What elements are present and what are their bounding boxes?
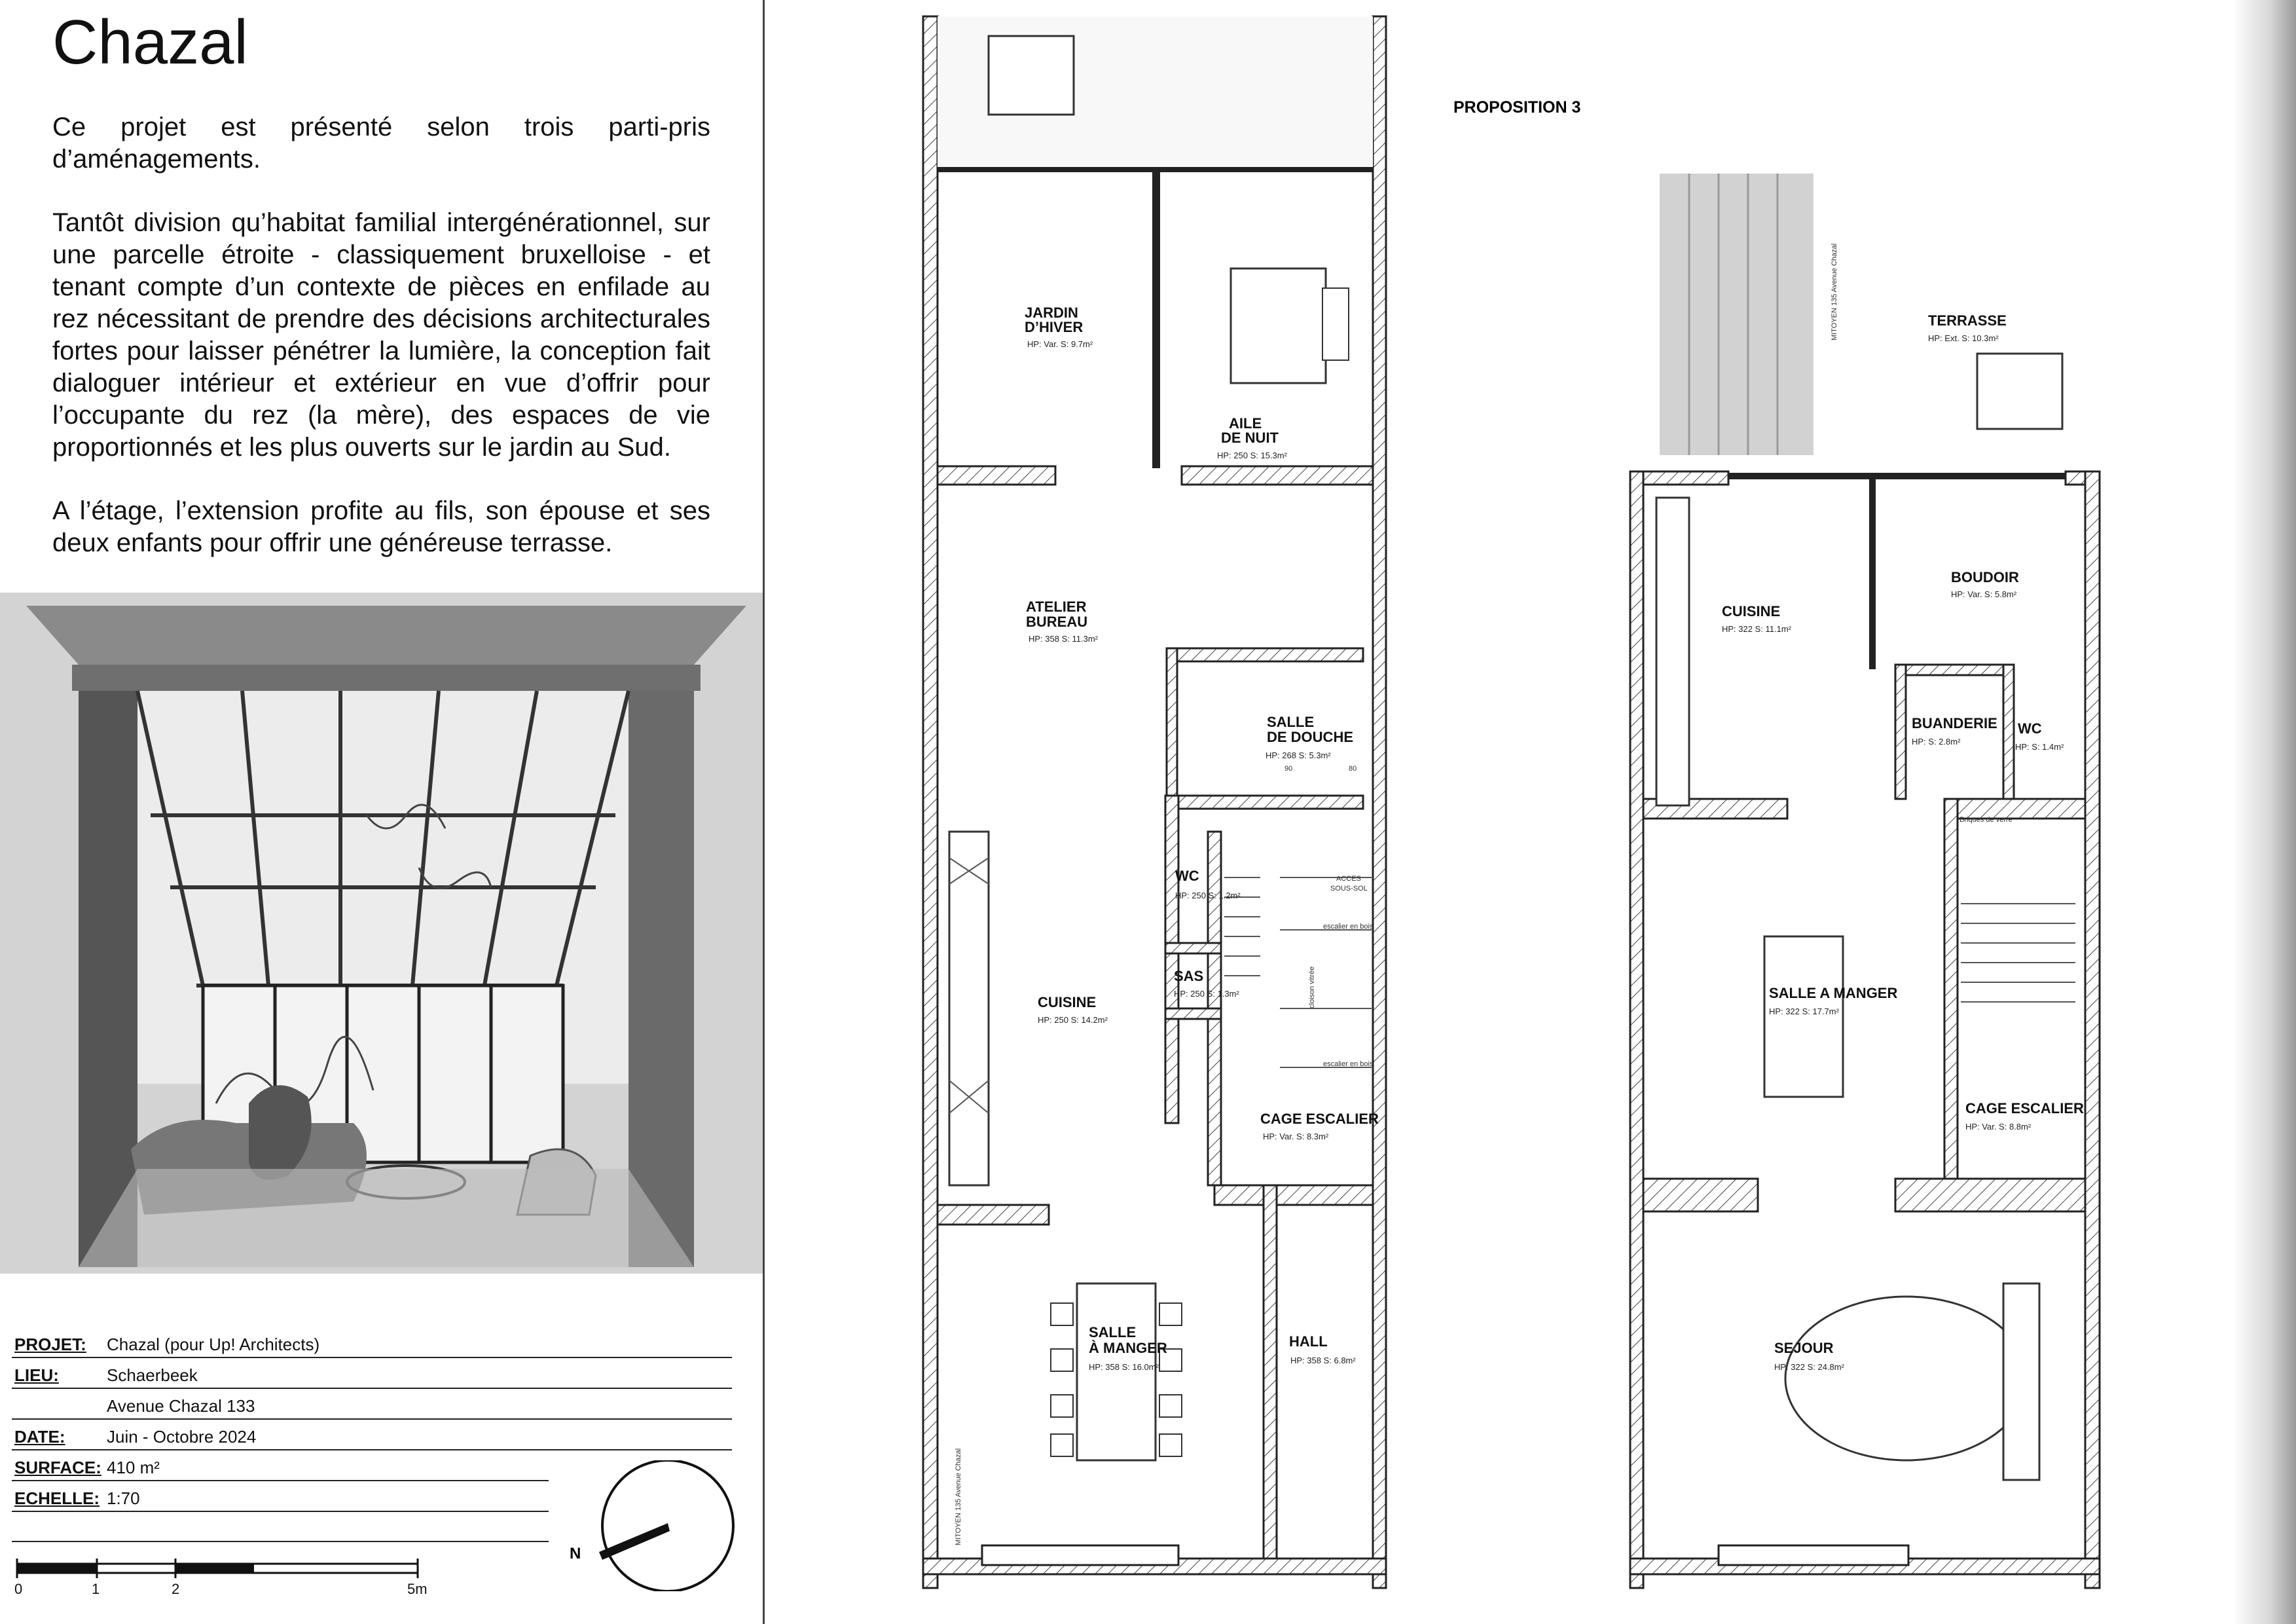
- info-row-address: [12, 1391, 732, 1420]
- room-hall: [1289, 1333, 1356, 1365]
- svg-text:HP: 268 S: 5.3m²: HP: 268 S: 5.3m²: [1266, 750, 1331, 760]
- floor-plans: [763, 0, 2232, 1624]
- svg-text:SAS: SAS: [1174, 968, 1204, 984]
- echelle-value: 1:70: [107, 1488, 140, 1508]
- room-aile-nuit: [1217, 415, 1288, 460]
- svg-text:HP: Var. S: 8.3m²: HP: Var. S: 8.3m²: [1263, 1132, 1329, 1141]
- svg-text:SALLE: SALLE: [1267, 714, 1315, 730]
- svg-text:HP: 322 S: 17.7m²: HP: 322 S: 17.7m²: [1769, 1006, 1839, 1016]
- note-escalier-bois-1: escalier en bois: [1323, 923, 1374, 931]
- svg-text:CAGE ESCALIER: CAGE ESCALIER: [1965, 1100, 2084, 1116]
- svg-text:SEJOUR: SEJOUR: [1774, 1340, 1834, 1356]
- surface-value: 410 m²: [107, 1458, 160, 1477]
- north-label: N: [570, 1545, 581, 1562]
- svg-text:AILE: AILE: [1229, 415, 1262, 432]
- info-row-surface: [12, 1452, 549, 1481]
- scale-bar: [12, 1559, 431, 1598]
- svg-text:SALLE A MANGER: SALLE A MANGER: [1769, 985, 1898, 1001]
- svg-text:CUISINE: CUISINE: [1038, 994, 1097, 1010]
- room-jardin-hiver: [1025, 304, 1093, 349]
- svg-text:CUISINE: CUISINE: [1722, 603, 1781, 619]
- svg-text:HP: Var. S: 9.7m²: HP: Var. S: 9.7m²: [1027, 339, 1093, 349]
- svg-text:JARDIN: JARDIN: [1025, 304, 1078, 321]
- svg-text:SALLE: SALLE: [1089, 1324, 1137, 1340]
- note-mitoyen-ground: MITOYEN 135 Avenue Chazal: [955, 1448, 962, 1545]
- intro-paragraph-1: Ce projet est présenté selon trois parti-pris d’aménagements.: [52, 113, 710, 174]
- svg-text:HP: Ext. S: 10.3m²: HP: Ext. S: 10.3m²: [1928, 333, 1999, 343]
- room-boudoir: [1951, 569, 2019, 599]
- svg-text:HP: 358 S: 11.3m²: HP: 358 S: 11.3m²: [1029, 634, 1098, 644]
- address-value: Avenue Chazal 133: [107, 1396, 255, 1416]
- date-label: DATE:: [14, 1427, 65, 1447]
- room-cage-escalier: [1260, 1111, 1379, 1141]
- room-salle-manger-upper: [1769, 985, 1897, 1016]
- info-row-date: [12, 1422, 732, 1450]
- page-edge-shadow: [2232, 0, 2296, 1624]
- svg-text:CAGE ESCALIER: CAGE ESCALIER: [1260, 1111, 1379, 1127]
- scale-label-1: 1: [92, 1581, 100, 1597]
- room-atelier-bureau: [1026, 599, 1099, 644]
- svg-text:DE DOUCHE: DE DOUCHE: [1267, 729, 1354, 745]
- info-row-lieu: [12, 1360, 732, 1389]
- info-row-projet: [12, 1329, 732, 1358]
- svg-text:TERRASSE: TERRASSE: [1928, 312, 2007, 329]
- svg-text:HP: 358 S: 6.8m²: HP: 358 S: 6.8m²: [1290, 1356, 1356, 1365]
- svg-text:WC: WC: [1175, 868, 1199, 884]
- upper-floor-plan: [1453, 98, 2100, 1588]
- date-value: Juin - Octobre 2024: [107, 1427, 257, 1447]
- note-cloison: cloison vitrée: [1308, 966, 1316, 1008]
- svg-text:HP: S: 2.8m²: HP: S: 2.8m²: [1912, 737, 1961, 747]
- scale-label-0: 0: [14, 1581, 23, 1597]
- svg-text:HP: 358 S: 16.0m²: HP: 358 S: 16.0m²: [1089, 1362, 1159, 1372]
- echelle-label: ECHELLE:: [14, 1488, 100, 1508]
- svg-text:HALL: HALL: [1289, 1333, 1328, 1350]
- room-sas: [1174, 968, 1239, 999]
- project-description: [52, 111, 710, 591]
- svg-text:HP: Var. S: 8.8m²: HP: Var. S: 8.8m²: [1965, 1122, 2032, 1132]
- svg-text:DE NUIT: DE NUIT: [1221, 430, 1279, 446]
- proposition-label: PROPOSITION 3: [1453, 98, 1581, 117]
- room-wc-upper: [2015, 720, 2064, 752]
- note-briques-verre: Briques de verre: [1959, 816, 2013, 824]
- svg-text:HP: Var. S: 5.8m²: HP: Var. S: 5.8m²: [1951, 589, 2017, 599]
- svg-text:HP: 322 S: 11.1m²: HP: 322 S: 11.1m²: [1722, 624, 1791, 634]
- room-cage-escalier-upper: [1965, 1100, 2084, 1132]
- intro-paragraph-3: A l’étage, l’extension profite au fils, son épouse et ses deux enfants pour offrir une généreuse terrasse.: [52, 496, 710, 557]
- project-title: Chazal: [52, 7, 248, 77]
- svg-text:80: 80: [1349, 765, 1357, 773]
- scale-label-2: 2: [172, 1581, 180, 1597]
- svg-text:HP: 250 S: 14.2m²: HP: 250 S: 14.2m²: [1038, 1015, 1108, 1025]
- project-sheet-panel: [0, 0, 765, 1624]
- note-escalier-bois-2: escalier en bois: [1323, 1060, 1374, 1068]
- room-cuisine-upper: [1722, 603, 1792, 634]
- svg-text:HP: S: 1.4m²: HP: S: 1.4m²: [2015, 742, 2064, 752]
- svg-text:HP: 250 S: 1.2m²: HP: 250 S: 1.2m²: [1175, 891, 1241, 900]
- svg-text:ATELIER: ATELIER: [1026, 599, 1087, 615]
- svg-text:HP: 322 S: 24.8m²: HP: 322 S: 24.8m²: [1774, 1362, 1844, 1372]
- svg-text:HP: 250 S: 1.3m²: HP: 250 S: 1.3m²: [1174, 989, 1239, 999]
- scale-label-5m: 5m: [407, 1581, 428, 1597]
- room-cuisine: [1038, 994, 1108, 1025]
- room-terrasse: [1928, 312, 2007, 343]
- svg-text:HP: 250 S: 15.3m²: HP: 250 S: 15.3m²: [1217, 451, 1287, 460]
- note-mitoyen-upper: MITOYEN 135 Avenue Chazal: [1831, 243, 1838, 341]
- note-acces: ACCES: [1336, 875, 1361, 883]
- note-sous-sol: SOUS-SOL: [1330, 885, 1368, 893]
- north-compass-icon: [570, 1460, 740, 1591]
- room-buanderie: [1912, 715, 1997, 747]
- info-row-echelle: [12, 1483, 549, 1512]
- svg-text:WC: WC: [2018, 720, 2042, 737]
- svg-text:90: 90: [1285, 765, 1293, 773]
- winter-garden-sketch: [0, 593, 763, 1326]
- svg-text:À MANGER: À MANGER: [1089, 1340, 1167, 1356]
- ground-floor-plan: [923, 16, 1386, 1588]
- svg-text:BUANDERIE: BUANDERIE: [1912, 715, 1997, 731]
- svg-text:BUREAU: BUREAU: [1026, 614, 1088, 630]
- svg-text:BOUDOIR: BOUDOIR: [1951, 569, 2019, 585]
- projet-label: PROJET:: [14, 1335, 86, 1354]
- surface-label: SURFACE:: [14, 1458, 101, 1477]
- lieu-label: LIEU:: [14, 1365, 59, 1385]
- svg-text:D’HIVER: D’HIVER: [1025, 319, 1084, 335]
- lieu-value: Schaerbeek: [107, 1365, 198, 1385]
- intro-paragraph-2: Tantôt division qu’habitat familial intergénérationnel, sur une parcelle étroite - classiquement bruxelloise - et tenant compte d’un contexte de pièces en enfilade au rez nécessitant de prendre des décisions architecturales fortes pour laisser pénétrer la lumière, la conception fait dialoguer intérieur et extérieur en vue d’offrir pour l’occupante du rez (la mère), des espaces de vie proportionnés et les plus ouverts sur le jardin au Sud.: [52, 208, 710, 462]
- room-salle-douche: [1266, 714, 1357, 773]
- projet-value: Chazal (pour Up! Architects): [107, 1335, 320, 1354]
